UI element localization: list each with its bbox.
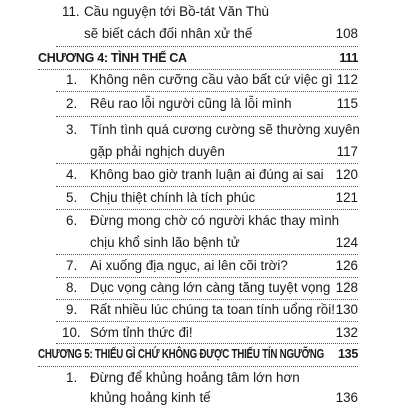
entry-title-line: Sớm tỉnh thức đi! bbox=[90, 325, 193, 340]
dotted-divider bbox=[56, 91, 358, 92]
entry-page-number: 130 bbox=[335, 302, 358, 317]
dotted-divider bbox=[38, 366, 358, 367]
dotted-divider bbox=[56, 277, 358, 278]
entry-title-line: Đừng mong chờ có người khác thay mình bbox=[90, 213, 340, 228]
entry-number: 6. bbox=[66, 213, 78, 228]
entry-title-line: Rất nhiều lúc chúng ta toan tính uổng rồi! bbox=[90, 302, 335, 317]
entry-title-line: Ai xuống địa ngục, ai lên cõi trời? bbox=[90, 258, 288, 273]
entry-number: 11. bbox=[62, 4, 80, 19]
entry-number: 8. bbox=[66, 280, 78, 295]
entry-number: 1. bbox=[66, 72, 78, 87]
entry-title-line: khủng hoảng kinh tế bbox=[90, 390, 211, 405]
entry-title-line: Không nên cưỡng cầu vào bất cứ việc gì bbox=[90, 72, 333, 87]
chapter-title: CHƯƠNG 4: TÌNH THẾ CA bbox=[38, 51, 187, 65]
entry-title-line: Rêu rao lỗi người cũng là lỗi mình bbox=[90, 96, 292, 111]
entry-page-number: 117 bbox=[336, 144, 358, 159]
dotted-divider bbox=[56, 299, 358, 300]
entry-page-number: 121 bbox=[335, 190, 358, 205]
entry-page-number: 108 bbox=[335, 26, 358, 41]
entry-title-line: Tính tình quá cương cường sẽ thường xuyên bbox=[90, 122, 360, 137]
entry-title-line: gặp phải nghịch duyên bbox=[90, 144, 225, 159]
dotted-divider bbox=[56, 116, 358, 117]
dotted-divider bbox=[56, 186, 358, 187]
entry-number: 4. bbox=[66, 167, 78, 182]
entry-title-line: Cầu nguyện tới Bồ-tát Văn Thù bbox=[84, 4, 269, 19]
dotted-divider bbox=[56, 254, 358, 255]
entry-page-number: 128 bbox=[335, 280, 358, 295]
dotted-divider bbox=[38, 69, 358, 70]
chapter-page-number: 111 bbox=[339, 51, 358, 65]
dotted-divider bbox=[56, 46, 358, 47]
entry-title-line: Đừng để khủng hoảng tâm lớn hơn bbox=[90, 370, 300, 385]
chapter-heading[interactable] bbox=[38, 346, 358, 364]
dotted-divider bbox=[56, 321, 358, 322]
entry-number: 1. bbox=[66, 370, 78, 385]
dotted-divider bbox=[56, 343, 358, 344]
entry-page-number: 120 bbox=[335, 167, 358, 182]
entry-page-number: 132 bbox=[335, 325, 358, 340]
entry-page-number: 136 bbox=[335, 390, 358, 405]
entry-page-number: 115 bbox=[336, 96, 358, 111]
entry-number: 7. bbox=[66, 258, 78, 273]
entry-page-number: 124 bbox=[335, 235, 358, 250]
entry-number: 9. bbox=[66, 302, 78, 317]
entry-title-line: Dục vọng càng lớn càng tăng tuyệt vọng bbox=[90, 280, 331, 295]
entry-title-line: Chịu thiệt chính là tích phúc bbox=[90, 190, 256, 205]
entry-number: 5. bbox=[66, 190, 78, 205]
entry-page-number: 126 bbox=[335, 258, 358, 273]
entry-number: 10. bbox=[62, 325, 81, 340]
dotted-divider bbox=[56, 163, 358, 164]
chapter-heading[interactable] bbox=[38, 50, 358, 68]
dotted-divider bbox=[56, 209, 358, 210]
chapter-page-number: 135 bbox=[338, 347, 358, 361]
entry-page-number: 112 bbox=[336, 72, 358, 87]
chapter-title: CHƯƠNG 5: THIẾU GÌ CHỨ KHÔNG ĐƯỢC THIẾU TÍN NGƯỠNG bbox=[38, 347, 324, 361]
entry-title-line: Không bao giờ tranh luận ai đúng ai sai bbox=[90, 167, 324, 182]
entry-title-line: sẽ biết cách đối nhân xử thế bbox=[84, 26, 253, 41]
entry-number: 2. bbox=[66, 96, 78, 111]
entry-title-line: chịu khổ sinh lão bệnh tử bbox=[90, 235, 240, 250]
entry-number: 3. bbox=[66, 122, 78, 137]
